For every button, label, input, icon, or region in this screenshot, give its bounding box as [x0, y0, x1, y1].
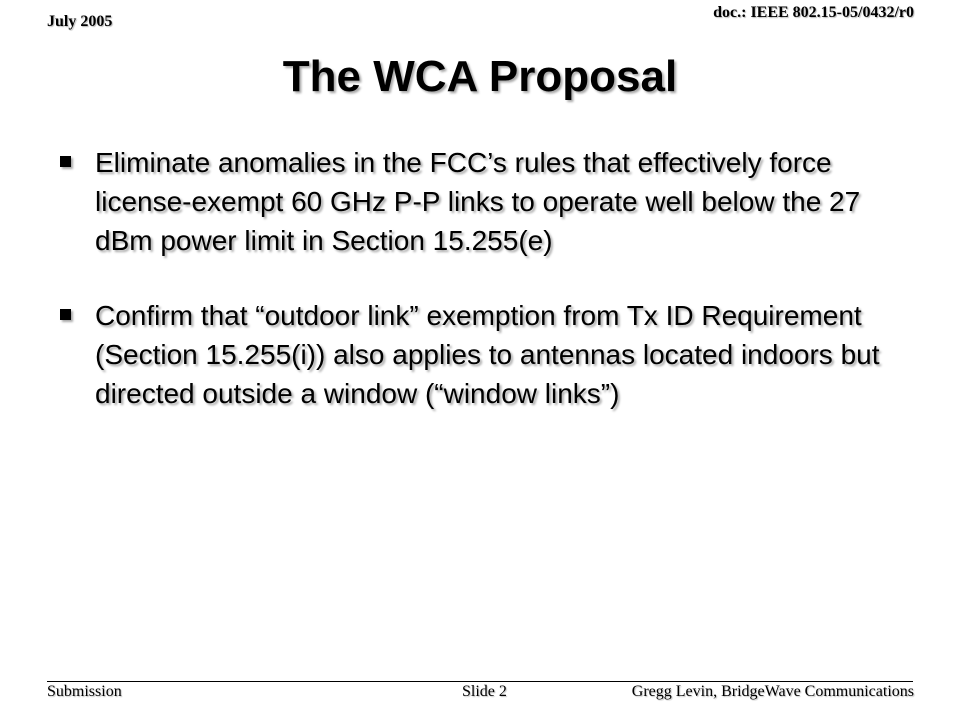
footer-divider — [47, 681, 913, 682]
square-bullet-icon — [60, 309, 71, 320]
header-doc-id: doc.: IEEE 802.15-05/0432/r0 — [713, 4, 914, 21]
slide-title: The WCA Proposal — [282, 52, 678, 101]
bullet-text: Eliminate anomalies in the FCC’s rules that effectively force license-exempt 60 GHz P-P links to operate well below the 27 dBm power limit in Section 15.255(e) — [95, 147, 861, 256]
square-bullet-icon — [60, 156, 71, 167]
header-date: July 2005 — [47, 13, 113, 30]
footer-submission: Submission — [47, 683, 122, 700]
footer-slide-number: Slide 2 — [462, 683, 507, 700]
bullet-text: Confirm that “outdoor link” exemption from Tx ID Requirement (Section 15.255(i)) also applies to antennas located indoors but directed outside a window (“window links”) — [95, 300, 880, 409]
bullet-item-2 — [56, 296, 906, 413]
bullet-list — [56, 143, 906, 413]
bullet-item-1 — [56, 143, 906, 260]
footer-author: Gregg Levin, BridgeWave Communications — [631, 683, 914, 700]
